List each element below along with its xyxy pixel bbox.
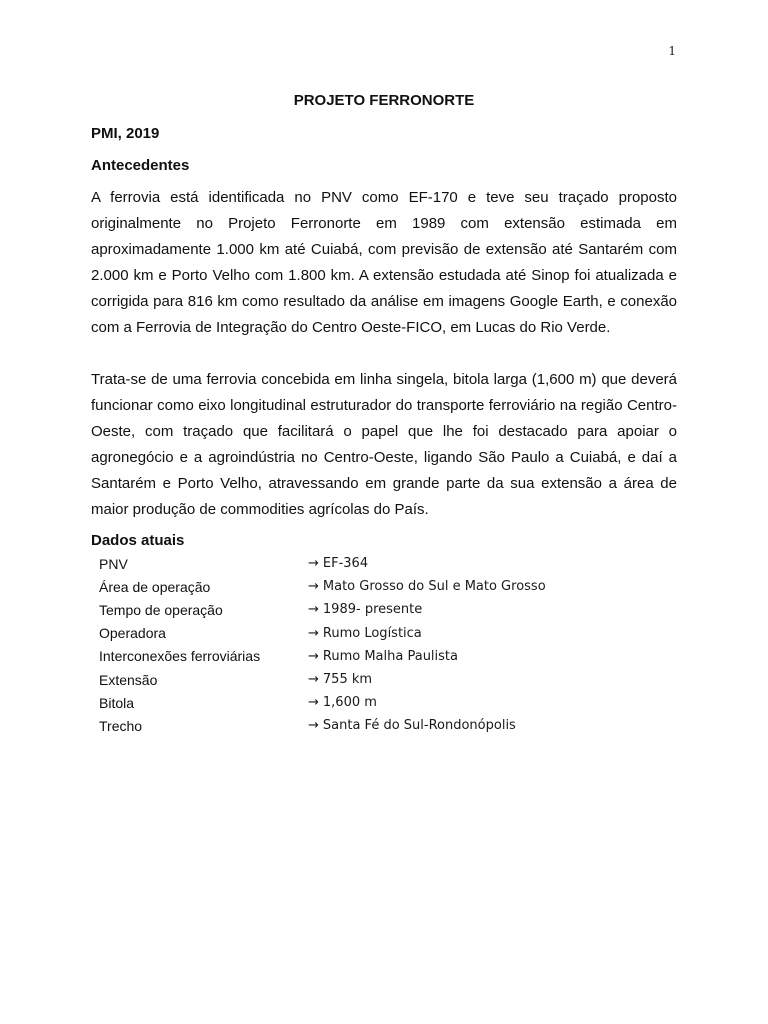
arrow-icon: →: [308, 672, 319, 688]
row-value: [308, 691, 599, 714]
page-number: 1: [668, 44, 676, 58]
row-value-text: 1,600 m: [322, 695, 377, 711]
row-value: [308, 645, 599, 668]
antecedentes-heading: Antecedentes: [91, 157, 190, 174]
row-label: PNV: [99, 555, 128, 572]
row-value-text: EF-364: [322, 556, 369, 572]
row-label: Bitola: [99, 694, 135, 711]
arrow-icon: →: [308, 556, 319, 572]
row-value: [308, 714, 599, 737]
row-value-text: 1989- presente: [322, 602, 423, 618]
table-row: [99, 598, 599, 621]
row-label: Trecho: [99, 717, 143, 734]
table-row: [99, 691, 599, 714]
row-value-text: 755 km: [322, 672, 373, 688]
arrow-icon: →: [308, 625, 319, 641]
table-row: [99, 575, 599, 598]
row-value-text: Rumo Malha Paulista: [322, 648, 458, 664]
paragraph-antecedentes-2: Trata-se de uma ferrovia concebida em linha singela, bitola larga (1,600 m) que deverá funcionar como eixo longitudinal estruturador do transporte ferroviário na região Centro-Oeste, com traçado que facilitará o papel que lhe foi destacado para apoiar o agronegócio e a agroindústria no Centro-Oeste, ligando São Paulo a Cuiabá, e daí a Santarém e Porto Velho, atravessando em grande parte da sua extensão a área de maior produção de commodities agrícolas do País.: [91, 371, 677, 518]
row-label: Extensão: [99, 671, 158, 688]
row-label: Interconexões ferroviárias: [99, 648, 261, 665]
row-value-text: Rumo Logística: [322, 625, 422, 641]
arrow-icon: →: [308, 579, 319, 595]
row-value: [308, 622, 599, 645]
arrow-icon: →: [308, 695, 319, 711]
table-row: [99, 714, 599, 737]
arrow-icon: →: [308, 602, 319, 618]
paragraph-antecedentes-1: A ferrovia está identificada no PNV como EF-170 e teve seu traçado proposto originalmente no Projeto Ferronorte em 1989 com extensão estimada em aproximadamente 1.000 km até Cuiabá, com previsão de extensão até Santarém com 2.000 km e Porto Velho com 1.800 km. A extensão estudada até Sinop foi atualizada e corrigida para 816 km como resultado da análise em imagens Google Earth, e conexão com a Ferrovia de Integração do Centro Oeste-FICO, em Lucas do Rio Verde.: [91, 189, 677, 336]
row-value: [308, 598, 599, 621]
row-label: Operadora: [99, 625, 166, 642]
row-value-text: Santa Fé do Sul-Rondonópolis: [322, 718, 516, 734]
row-label: Área de operação: [99, 578, 211, 595]
row-value: [308, 668, 599, 691]
table-row: [99, 645, 599, 668]
row-value: [308, 552, 599, 575]
row-value-text: Mato Grosso do Sul e Mato Grosso: [322, 579, 546, 595]
document-title: PROJETO FERRONORTE: [293, 92, 475, 109]
table-row: [99, 552, 599, 575]
dados-atuais-table: [99, 552, 599, 738]
row-value: [308, 575, 599, 598]
dados-atuais-heading: Dados atuais: [91, 532, 185, 549]
table-row: [99, 668, 599, 691]
arrow-icon: →: [308, 648, 319, 664]
pmi-heading: PMI, 2019: [91, 125, 160, 142]
row-label: Tempo de operação: [99, 601, 223, 618]
table-row: [99, 622, 599, 645]
arrow-icon: →: [308, 718, 319, 734]
